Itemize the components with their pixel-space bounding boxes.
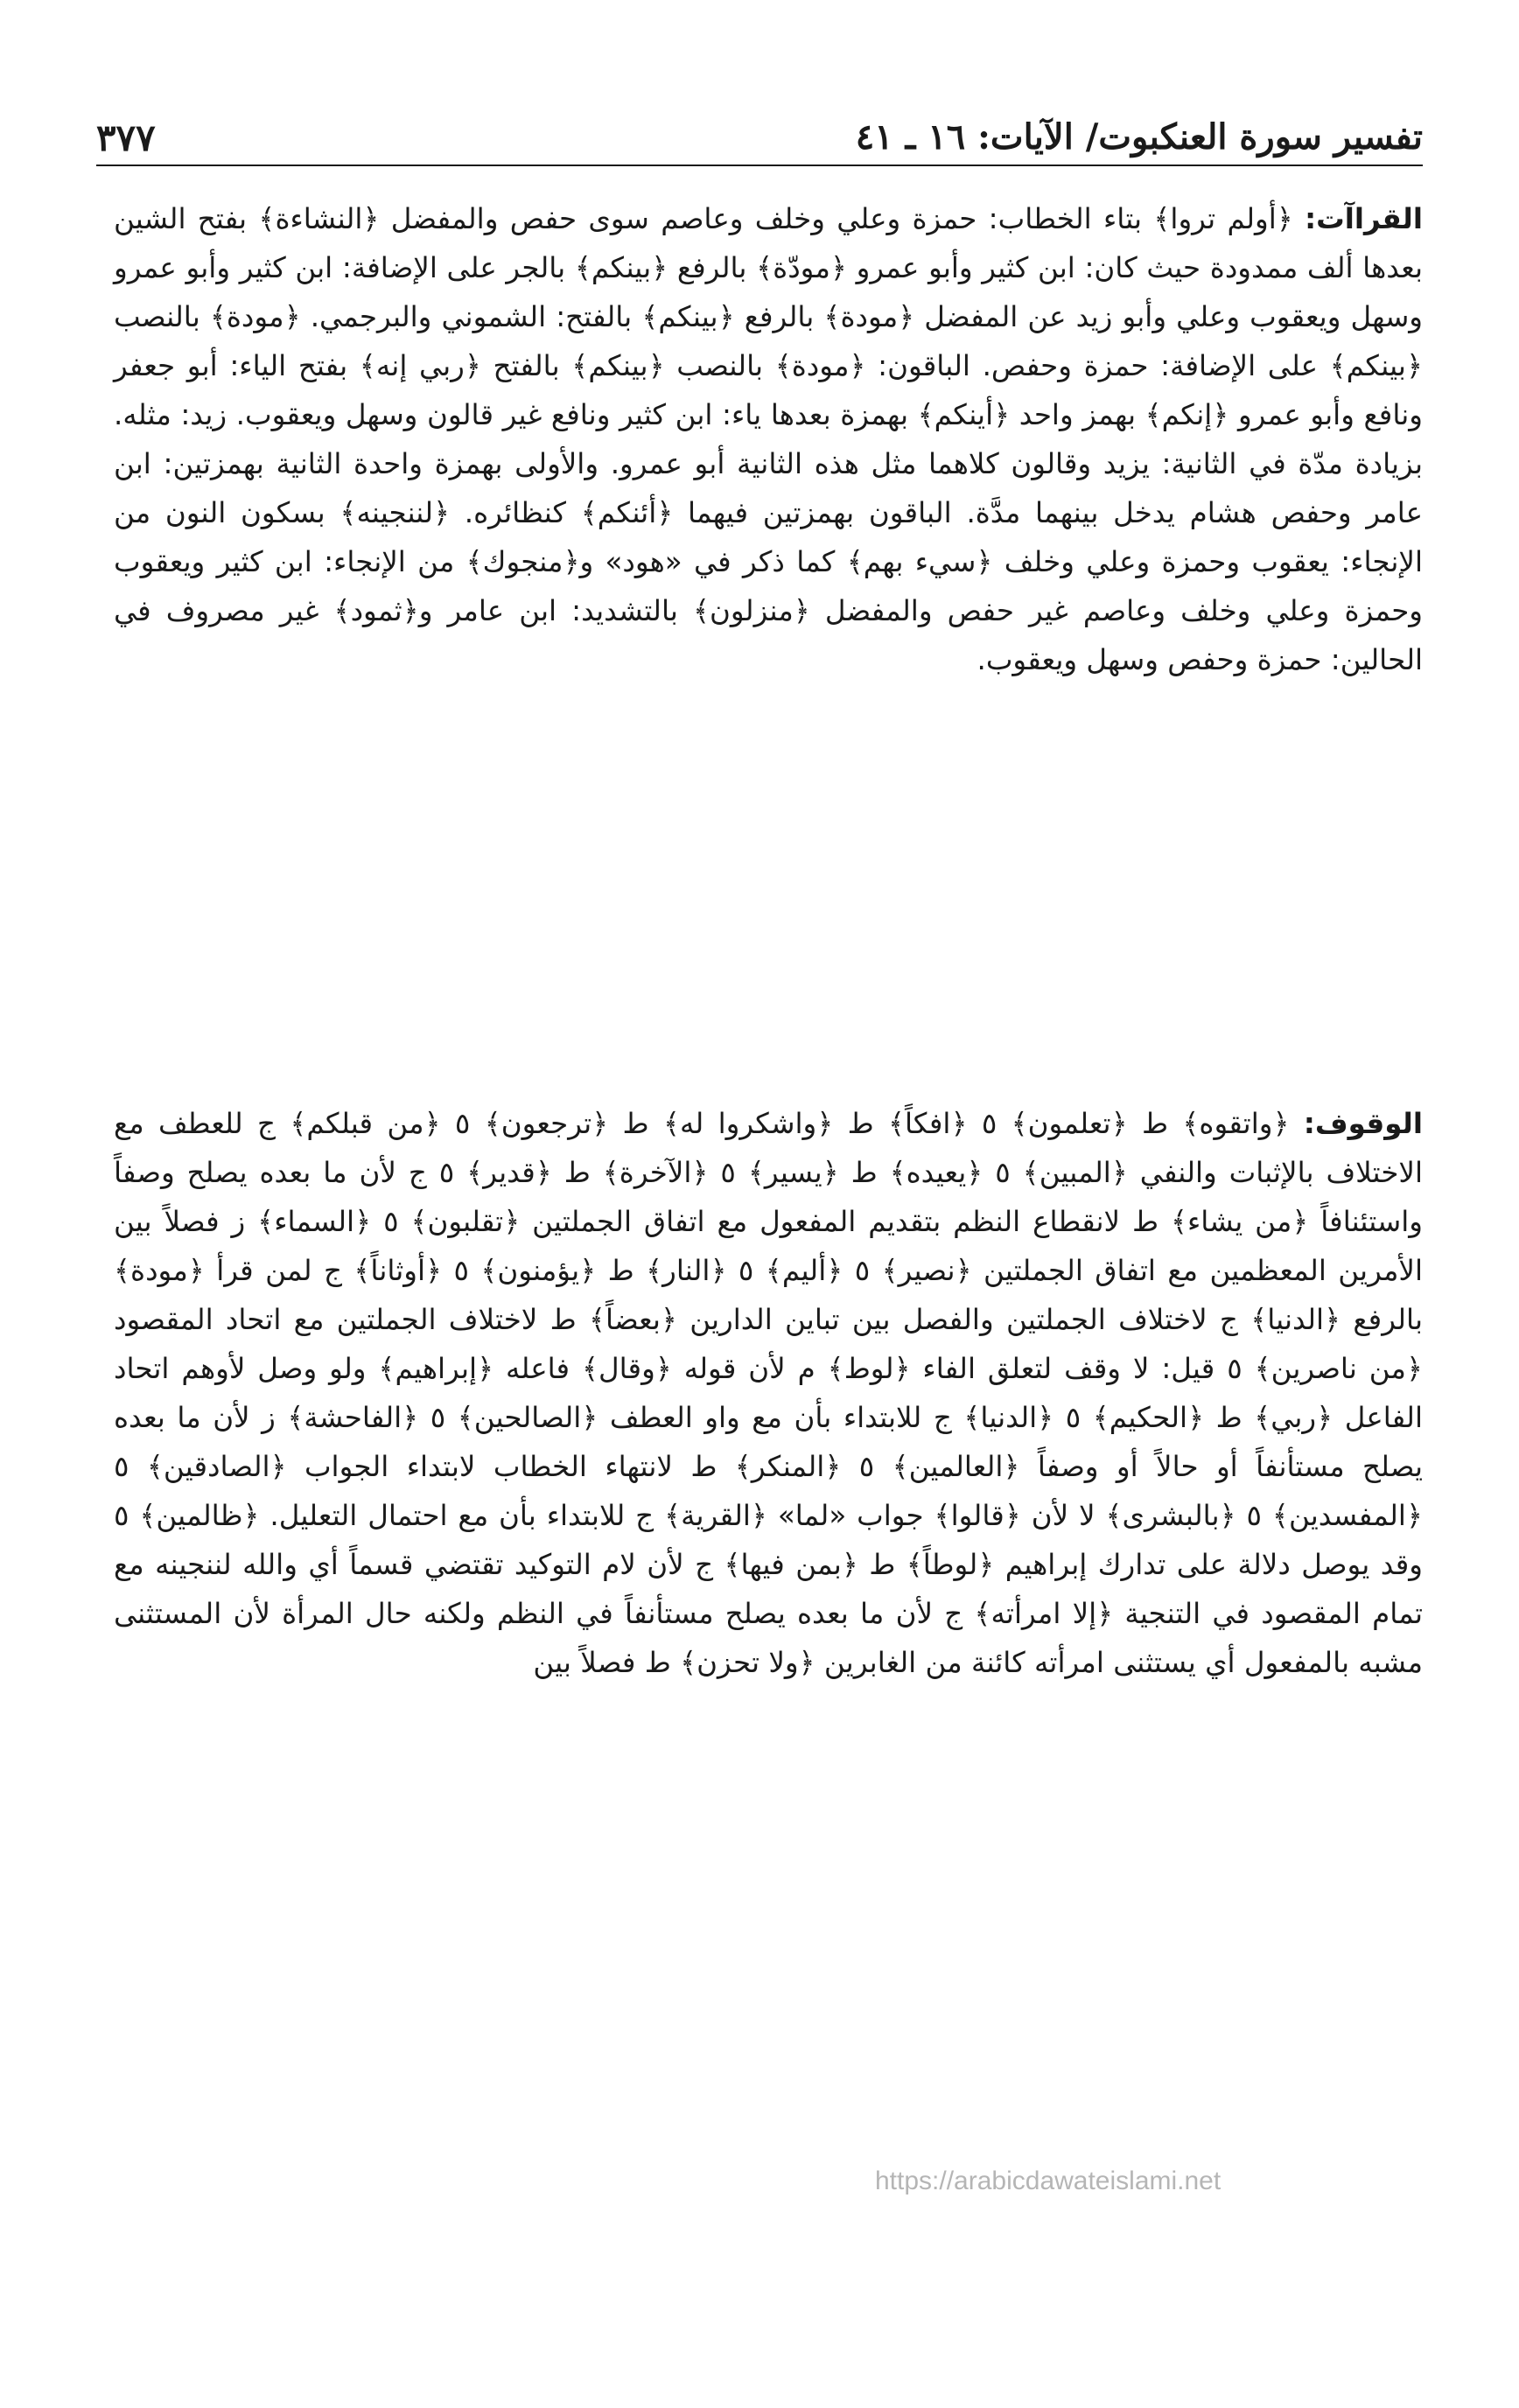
running-header bbox=[96, 103, 1423, 166]
page-number: ٣٧٧ bbox=[96, 116, 156, 159]
readings-text: ﴿أولم تروا﴾ بتاء الخطاب: حمزة وعلي وخلف وعاصم سوى حفص والمفضل ﴿النشاءة﴾ بفتح الشين بعدها ألف ممدودة حيث كان: ابن كثير وأبو عمرو ﴿مودّة﴾ بالرفع ﴿بينكم﴾ بالجر على الإضافة: ابن كثير وأبو عمرو وسهل ويعقوب وعلي وأبو زيد عن المفضل ﴿مودة﴾ بالرفع ﴿بينكم﴾ بالفتح: الشموني والبرجمي. ﴿مودة﴾ بالنصب ﴿بينكم﴾ على الإضافة: حمزة وحفص. الباقون: ﴿مودة﴾ بالنصب ﴿بينكم﴾ بالفتح ﴿ربي إنه﴾ بفتح الياء: أبو جعفر ونافع وأبو عمرو ﴿إنكم﴾ بهمز واحد ﴿أينكم﴾ بهمزة بعدها ياء: ابن كثير ونافع غير قالون وسهل ويعقوب. زيد: مثله. بزيادة مدّة في الثانية: يزيد وقالون كلاهما مثل هذه الثانية أبو عمرو. والأولى بهمزة واحدة الثانية بهمزتين: ابن عامر وحفص هشام يدخل بينهما مدَّة. الباقون بهمزتين فيهما ﴿أئنكم﴾ كنظائره. ﴿لننجينه﴾ بسكون النون من الإنجاء: يعقوب وحمزة وعلي وخلف ﴿سيء بهم﴾ كما ذكر في «هود» و﴿منجوك﴾ من الإنجاء: ابن كثير ويعقوب وحمزة وعلي وخلف وعاصم غير حفص والمفضل ﴿منزلون﴾ بالتشديد: ابن عامر و﴿ثمود﴾ غير مصروف في الحالين: حمزة وحفص وسهل ويعقوب. bbox=[114, 202, 1423, 676]
pauses-text: ﴿واتقوه﴾ ط ﴿تعلمون﴾ ٥ ﴿افكاً﴾ ط ﴿واشكروا له﴾ ط ﴿ترجعون﴾ ٥ ﴿من قبلكم﴾ ج للعطف مع الاختلاف بالإثبات والنفي ﴿المبين﴾ ٥ ﴿يعيده﴾ ط ﴿يسير﴾ ٥ ﴿الآخرة﴾ ط ﴿قدير﴾ ٥ ج لأن ما بعده يصلح وصفاً واستئنافاً ﴿من يشاء﴾ ط لانقطاع النظم بتقديم المفعول مع اتفاق الجملتين ﴿تقلبون﴾ ٥ ﴿السماء﴾ ز فصلاً بين الأمرين المعظمين مع اتفاق الجملتين ﴿نصير﴾ ٥ ﴿أليم﴾ ٥ ﴿النار﴾ ط ﴿يؤمنون﴾ ٥ ﴿أوثاناً﴾ ج لمن قرأ ﴿مودة﴾ بالرفع ﴿الدنيا﴾ ج لاختلاف الجملتين والفصل بين تباين الدارين ﴿بعضاً﴾ ط لاختلاف الجملتين مع اتحاد المقصود ﴿من ناصرين﴾ ٥ قيل: لا وقف لتعلق الفاء ﴿لوط﴾ م لأن قوله ﴿وقال﴾ فاعله ﴿إبراهيم﴾ ولو وصل لأوهم اتحاد الفاعل ﴿ربي﴾ ط ﴿الحكيم﴾ ٥ ﴿الدنيا﴾ ج للابتداء بأن مع واو العطف ﴿الصالحين﴾ ٥ ﴿الفاحشة﴾ ز لأن ما بعده يصلح مستأنفاً أو حالاً أو وصفاً ﴿العالمين﴾ ٥ ﴿المنكر﴾ ط لانتهاء الخطاب لابتداء الجواب ﴿الصادقين﴾ ٥ ﴿المفسدين﴾ ٥ ﴿بالبشرى﴾ لا لأن ﴿قالوا﴾ جواب «لما» ﴿القرية﴾ ج للابتداء بأن مع احتمال التعليل. ﴿ظالمين﴾ ٥ وقد يوصل دلالة على تدارك إبراهيم ﴿لوطاً﴾ ط ﴿بمن فيها﴾ ج لأن لام التوكيد تقتضي قسماً أي والله لننجينه مع تمام المقصود في التنجية ﴿إلا امرأته﴾ ج لأن ما بعده يصلح مستأنفاً في النظم ولكنه حال المرأة لأن المستثنى مشبه بالمفعول أي يستثنى امرأته كائنة من الغابرين ﴿ولا تحزن﴾ ط فصلاً بين bbox=[114, 1107, 1424, 1679]
readings-paragraph bbox=[114, 194, 1423, 684]
readings-label: القراآت: bbox=[1305, 202, 1423, 235]
watermark-url: https://arabicdawateislami.net bbox=[875, 2166, 1222, 2195]
chapter-title: تفسير سورة العنكبوت/ الآيات: ١٦ ـ ٤١ bbox=[855, 116, 1423, 158]
pauses-section bbox=[114, 1099, 1423, 1687]
pauses-label: الوقوف: bbox=[1303, 1107, 1423, 1140]
pauses-paragraph bbox=[114, 1099, 1423, 1687]
readings-section bbox=[114, 194, 1423, 684]
